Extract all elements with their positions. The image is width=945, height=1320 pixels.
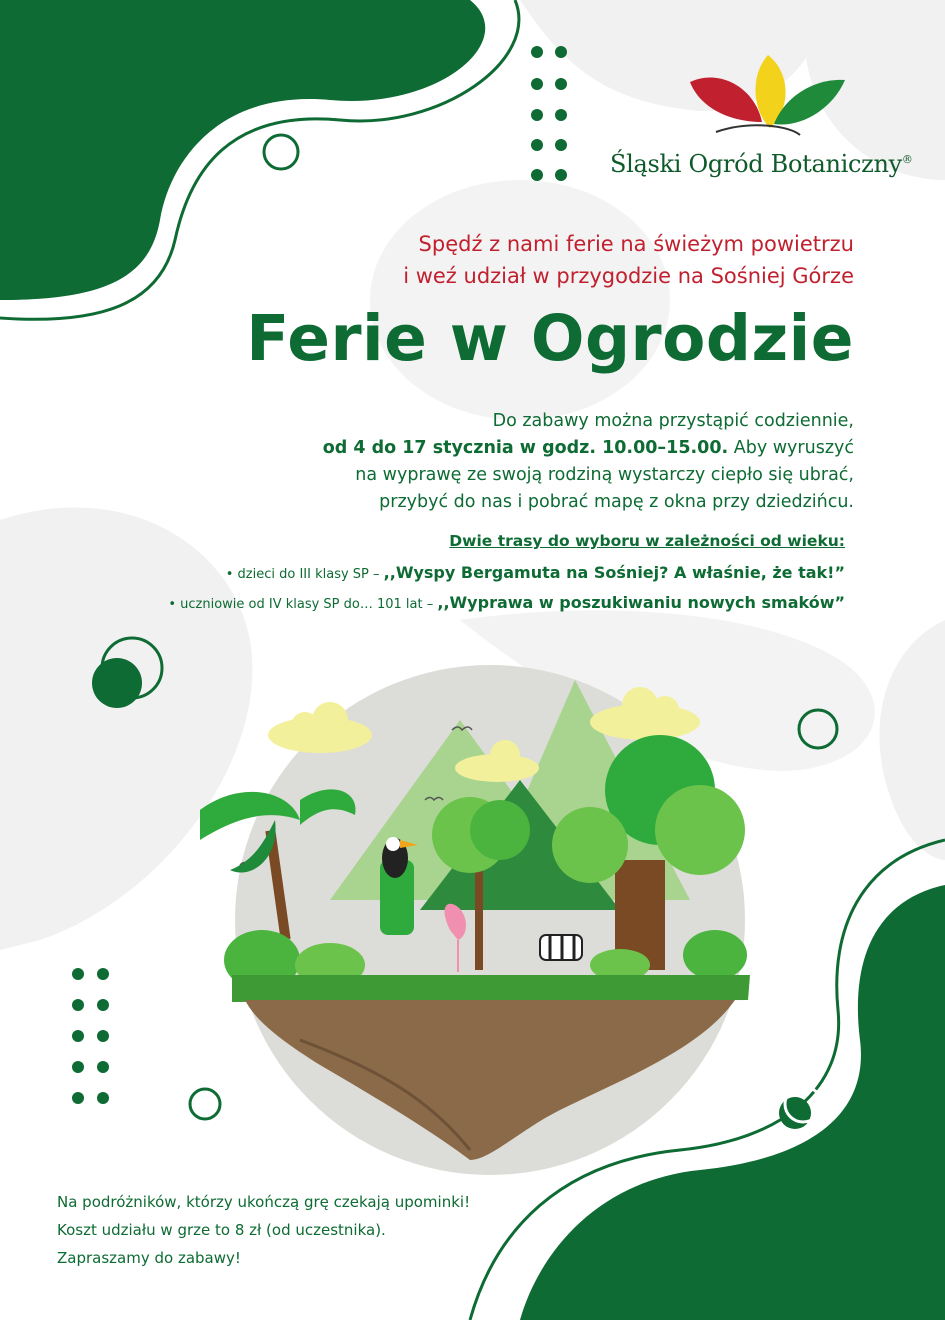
info-line-4: przybyć do nas i pobrać mapę z okna przy dziedzińcu.: [379, 492, 854, 512]
page-title: Ferie w Ogrodzie: [246, 302, 854, 375]
footer-line-2: Koszt udziału w grze to 8 zł (od uczestnika).: [57, 1221, 386, 1239]
route-prefix: • dzieci do III klasy SP –: [225, 567, 384, 582]
tagline: [250, 228, 854, 292]
ring-bottom-left: [190, 1089, 220, 1119]
registered-mark: ®: [901, 153, 913, 166]
ring-top-left: [264, 135, 298, 169]
route-name: ,,Wyspy Bergamuta na Sośniej? A właśnie, że tak!”: [383, 563, 845, 582]
route-name: ,,Wyprawa w poszukiwaniu nowych smaków”: [437, 593, 845, 612]
routes-heading: Dwie trasy do wyboru w zależności od wieku:: [449, 532, 845, 550]
tagline-line-1: Spędź z nami ferie na świeżym powietrzu: [418, 232, 854, 256]
tagline-line-2: i weź udział w przygodzie na Sośniej Górze: [403, 264, 854, 288]
ring-left-filled: [92, 658, 142, 708]
route-prefix: • uczniowie od IV klasy SP do… 101 lat –: [168, 597, 438, 612]
dot-grid-bottom-left: [72, 968, 109, 1104]
info-paragraph: [200, 408, 854, 516]
info-line-2-rest: Aby wyruszyć: [728, 438, 854, 458]
gray-blob-right-mid: [879, 620, 945, 860]
island-illustration: [200, 665, 750, 1175]
route-item: [25, 563, 845, 582]
footer-line-1: Na podróżników, którzy ukończą grę czekają upominki!: [57, 1193, 471, 1211]
info-line-3: na wyprawę ze swoją rodziną wystarczy ciepło się ubrać,: [355, 465, 854, 485]
info-line-1: Do zabawy można przystąpić codziennie,: [492, 411, 854, 431]
dot-grid-top: [531, 46, 567, 181]
logo-name: Śląski Ogród Botaniczny: [610, 150, 902, 178]
logo-wordmark: [610, 150, 913, 178]
info-dates: od 4 do 17 stycznia w godz. 10.00–15.00.: [322, 438, 729, 458]
footer-line-3: Zapraszamy do zabawy!: [57, 1249, 241, 1267]
info-line-2: [200, 435, 854, 462]
footer-text: [57, 1188, 617, 1272]
route-item: [25, 593, 845, 612]
gray-blob-center: [370, 180, 670, 420]
